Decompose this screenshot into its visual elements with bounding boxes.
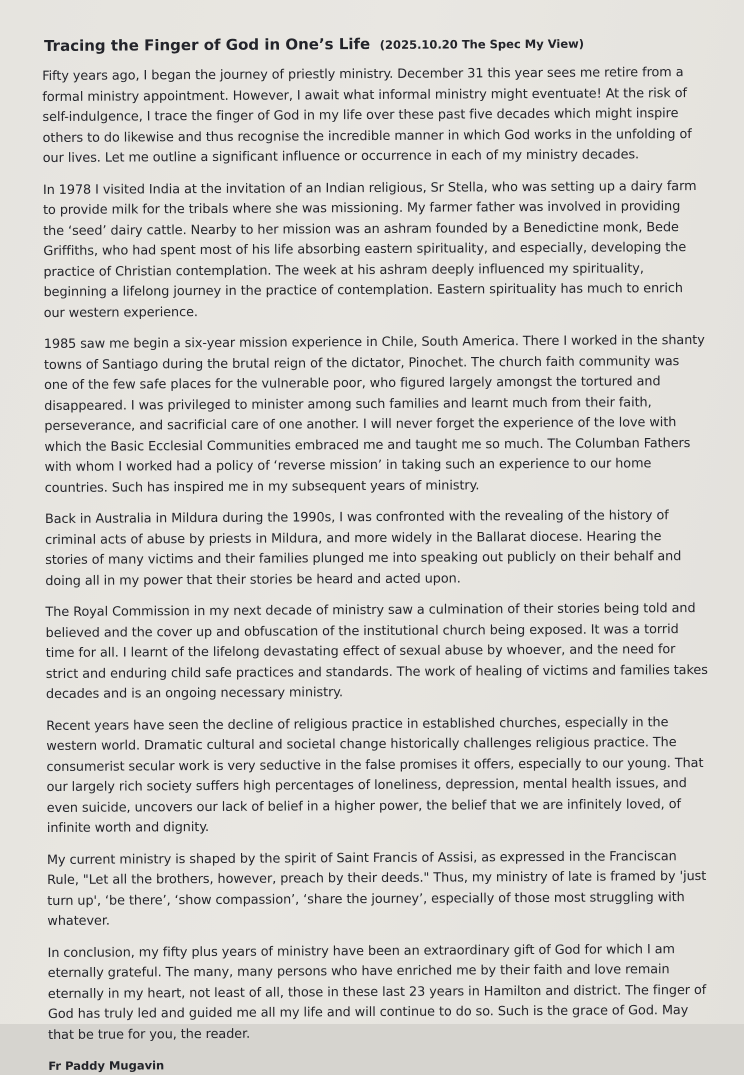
paragraph-royal-commission: The Royal Commission in my next decade of ministry saw a culmination of their stories being told and believed and the cover up and obfuscation of the institutional church being exposed. It was a torrid time for all. I learnt of the lifelong devastating effect of sexual abuse by whoever, and the need for strict and enduring child safe practices and standards. The work of healing of victims and families takes decades and is an ongoing necessary ministry. [45,601,708,702]
article-source: (2025.10.20 The Spec My View) [379,36,585,52]
paragraph-chile-1985: 1985 saw me begin a six-year mission experience in Chile, South America. There I worked in the shanty towns of Santiago during the brutal reign of the dictator, Pinochet. The church faith community was one of the few safe places for the vulnerable poor, who figured largely amongst the tortured and disappeared. I was privileged to minister among such families and learnt much from their faith, perseverance, and sacrificial care of one another. I will never forget the experience of the love with which the Basic Ecclesial Communities embraced me and taught me so much. The Columban Fathers with whom I worked had a policy of ‘reverse mission’ in taking such an experience to our home countries. Such has inspired me in my subsequent years of ministry. [43,332,705,496]
paragraph-mildura-1990s: Back in Australia in Mildura during the 1990s, I was confronted with the revealing of the history of criminal acts of abuse by priests in Mildura, and more widely in the Ballarat diocese. Hearing the stories of many victims and their families plunged me into speaking out publicly on their behalf and doing all in my power that their stories be heard and acted upon. [44,508,682,589]
paragraph-current-ministry: My current ministry is shaped by the spirit of Saint Francis of Assisi, as expressed in the Franciscan Rule, "Let all the brothers, however, preach by their deeds." Thus, my ministry of late is framed by 'just turn up', ‘be there’, ‘show compassion’, ‘share the journey’, especially of those most struggling with whatever. [46,848,707,929]
paragraph-conclusion: In conclusion, my fifty plus years of ministry have been an extraordinary gift of God for which I am eternally grateful. The many, many persons who have enriched me by their faith and love remain eternally in my heart, not least of all, those in these last 23 years in Hamilton and district. The finger of God has truly led and guided me all my life and will continue to do so. Such is the grace of God. May that be true for you, the reader. [47,941,707,1043]
paragraph-recent-years: Recent years have seen the decline of religious practice in established churches, especially in the western world. Dramatic cultural and societal change historically challenges religious practice. The consumerist secular work is very seductive in the false promises it offers, especially to our young. That our largely rich society suffers high percentages of loneliness, depression, mental health issues, and even suicide, uncovers our lack of belief in a higher power, the belief that we are infinitely loved, of infinite worth and dignity. [46,714,704,836]
article-title: Tracing the Finger of God in One’s Life [44,34,371,55]
paragraph-intro: Fifty years ago, I began the journey of priestly ministry. December 31 this year sees me retire from a formal ministry appointment. However, I await what informal ministry might eventuate! At the risk of self-indulgence, I trace the finger of God in my life over these past five decades which might inspire others to do likewise and thus recognise the incredible manner in which God works in the unfolding of our lives. Let me outline a significant influence or occurrence in each of my ministry decades. [42,65,692,166]
article [42,32,710,1075]
article-heading [44,32,704,57]
paragraph-india-1978: In 1978 I visited India at the invitation of an Indian religious, Sr Stella, who was setting up a dairy farm to provide milk for the tribals where she was missioning. My farmer father was involved in providing the ‘seed’ dairy cattle. Nearby to her mission was an ashram founded by a Benedictine monk, Bede Griffiths, who had spent most of his life absorbing eastern spirituality, and especially, developing the practice of Christian contemplation. The week at his ashram deeply influenced my spirituality, beginning a lifelong journey in the practice of contemplation. Eastern spirituality has much to enrich our western experience. [42,178,697,321]
author-signature: Fr Paddy Mugavin [48,1058,165,1073]
